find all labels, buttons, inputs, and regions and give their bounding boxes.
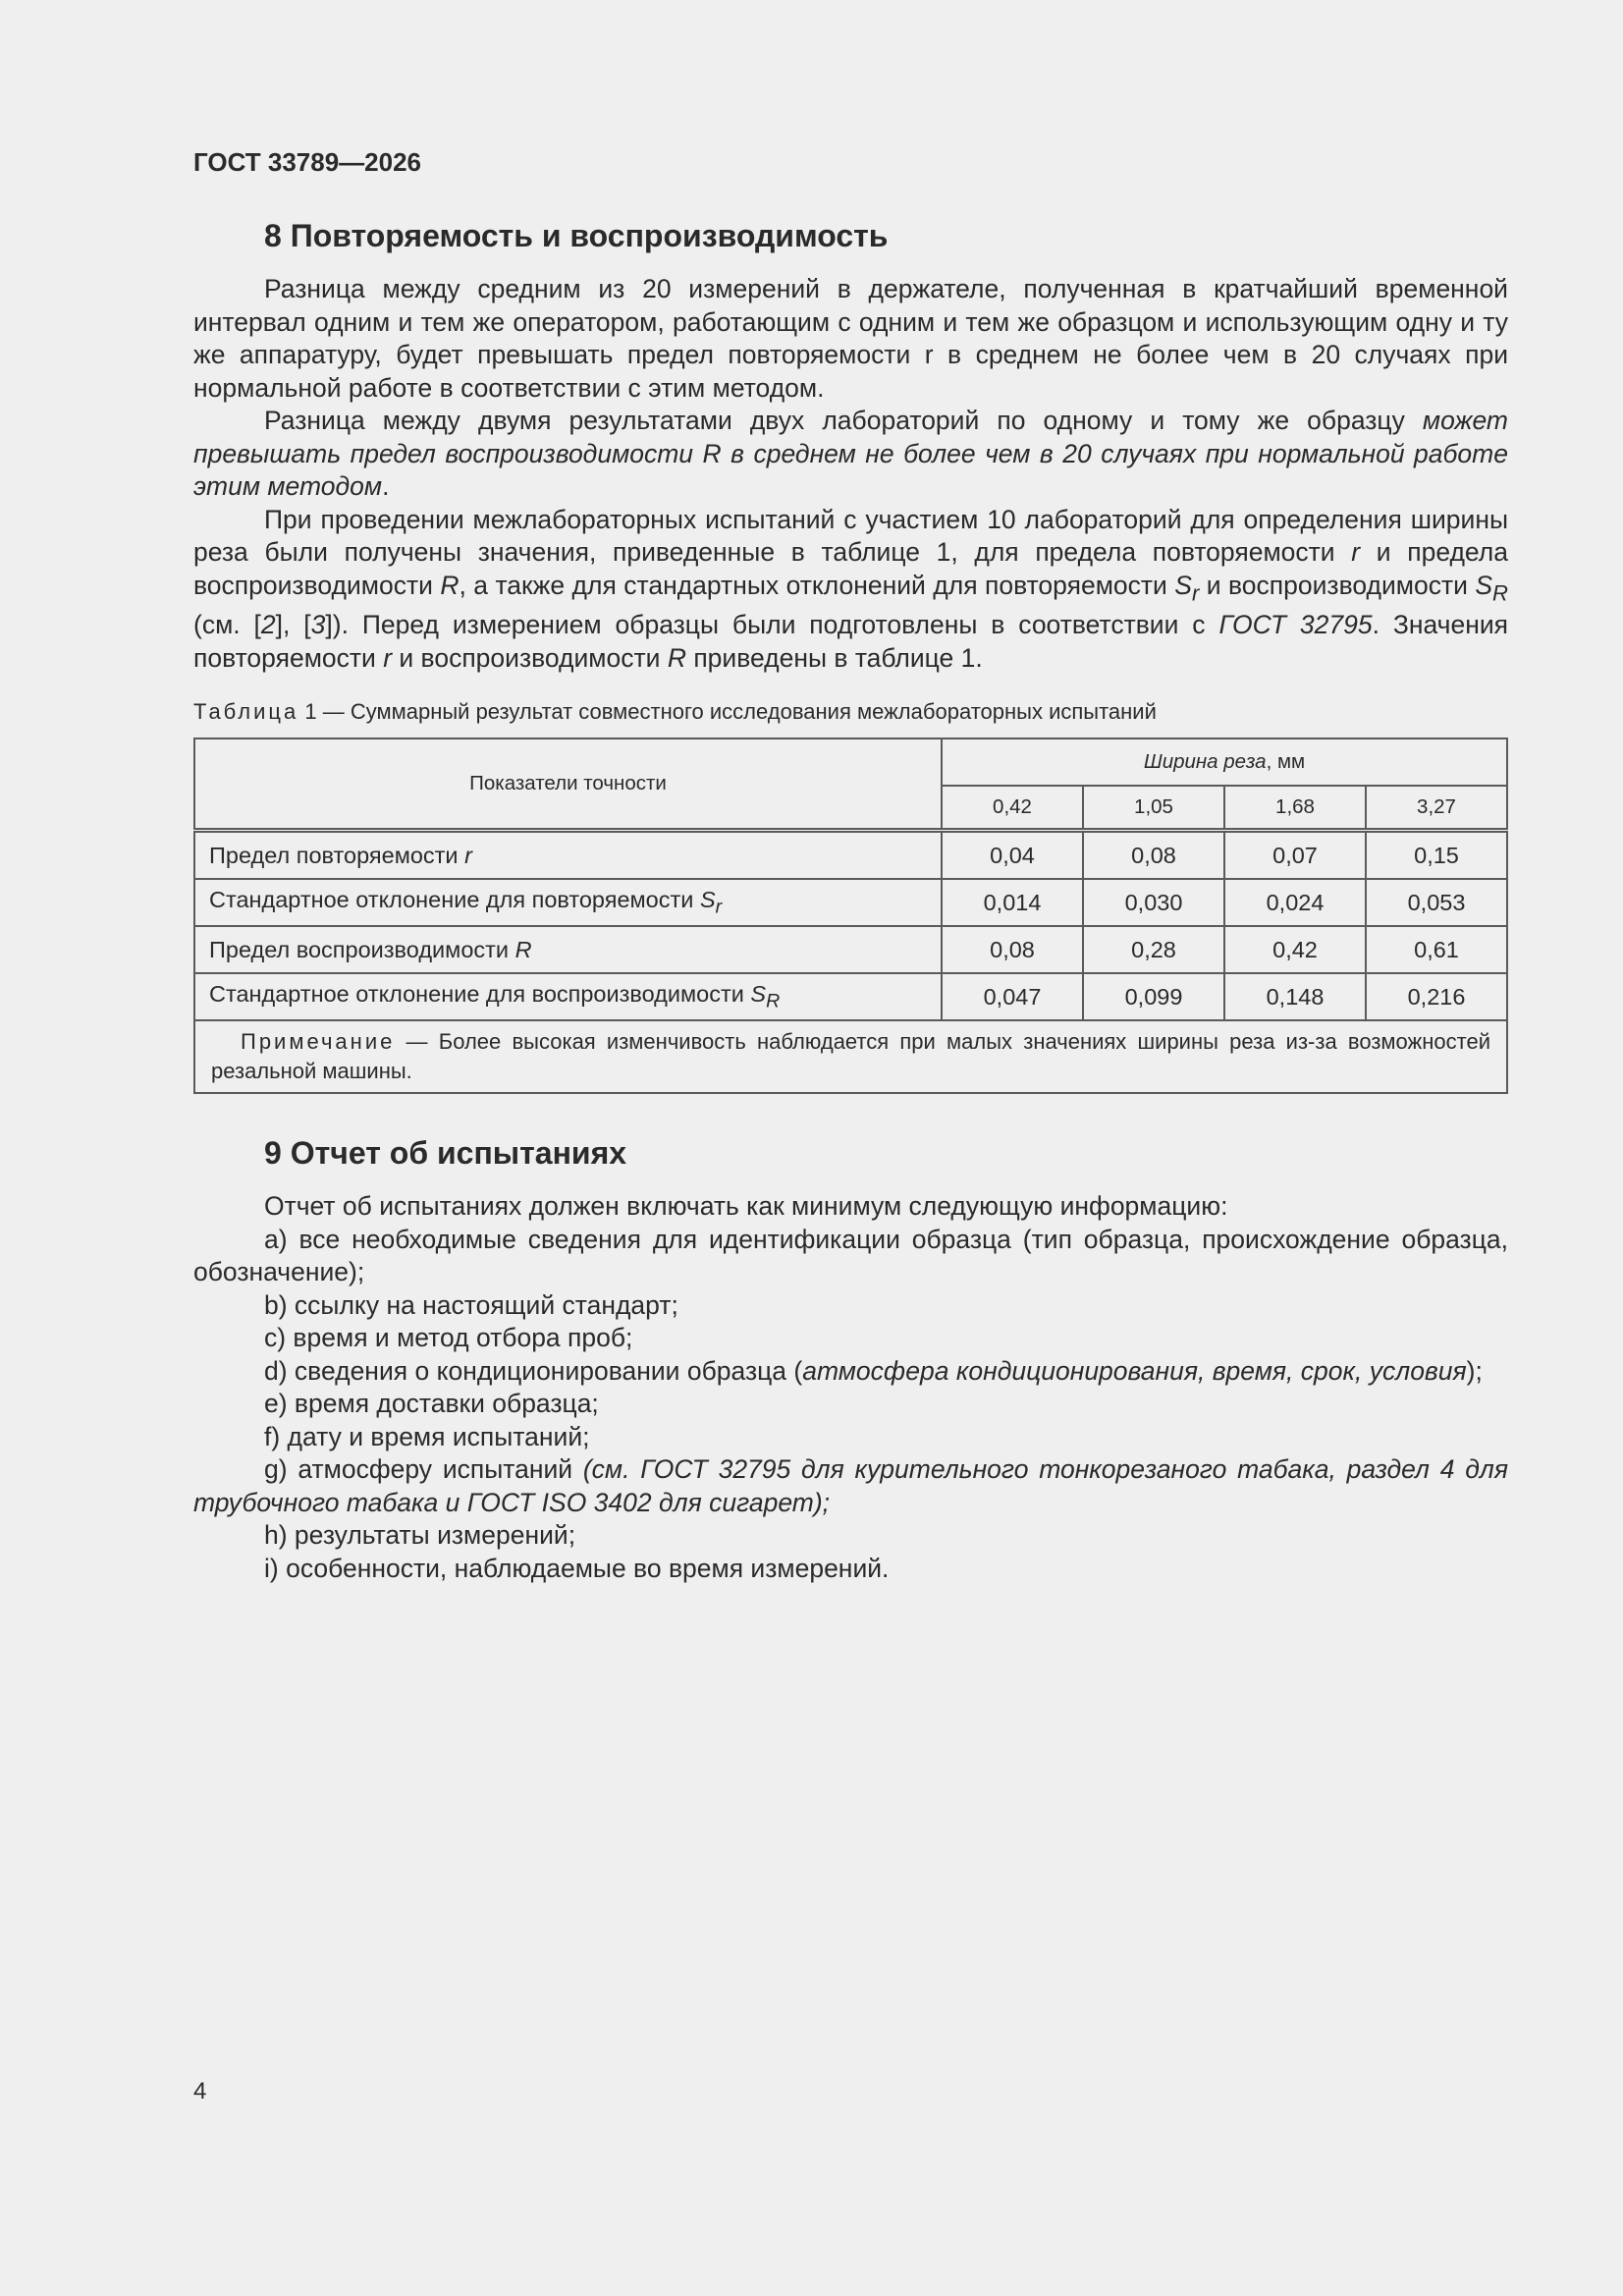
reference-link[interactable]: 2 [260, 610, 276, 640]
note-text: — Более высокая изменчивость наблюдается при малых значениях ширины реза из-за возможностей резальной машины. [211, 1029, 1490, 1084]
page-content [193, 216, 1508, 1585]
list-item-text: ); [1466, 1355, 1483, 1386]
table-cell: 0,28 [1083, 926, 1224, 973]
group-header-unit: , мм [1266, 750, 1306, 774]
symbol-R: R [440, 570, 460, 600]
table-cell: 0,15 [1366, 831, 1507, 880]
paragraph-italic-text: может превышать предел воспроизводимости R в среднем не более чем в 20 случаях при нормальной работе этим методом [193, 406, 1508, 501]
symbol-S: S [1174, 570, 1192, 600]
width-header: 0,42 [942, 786, 1083, 831]
paragraph-text: Разница между двумя результатами двух лабораторий по одному и тому же образцу [264, 406, 1423, 435]
section-8-paragraph-3 [193, 504, 1508, 676]
paragraph-text: и воспроизводимости [1199, 570, 1476, 600]
table-cell: 0,047 [942, 973, 1083, 1020]
width-header: 1,05 [1083, 786, 1224, 831]
caption-text: 1 — Суммарный результат совместного исследования межлабораторных испытаний [298, 699, 1157, 725]
table-cell: 0,148 [1224, 973, 1366, 1020]
row-symbol-subscript: r [715, 896, 723, 918]
row-symbol: R [514, 936, 532, 962]
table-cell: 0,61 [1366, 926, 1507, 973]
column-header-indicators: Показатели точности [194, 738, 942, 831]
list-item: h) результаты измерений; [264, 1520, 576, 1551]
row-symbol: r [464, 842, 472, 868]
table-cell: 0,099 [1083, 973, 1224, 1020]
table-row [194, 879, 1507, 926]
table-header-row [194, 738, 1507, 786]
section-9-intro: Отчет об испытаниях должен включать как минимум следующую информацию: [264, 1191, 1228, 1222]
table-cell: 0,024 [1224, 879, 1366, 926]
table-row [194, 831, 1507, 880]
symbol-subscript: R [1492, 579, 1508, 605]
table-cell: 0,08 [1083, 831, 1224, 880]
table-cell: 0,014 [942, 879, 1083, 926]
paragraph-text: , а также для стандартных отклонений для повторяемости [459, 570, 1175, 600]
list-item: f) дату и время испытаний; [264, 1421, 590, 1451]
table-note-row [194, 1020, 1507, 1093]
table-1 [193, 738, 1508, 1094]
table-cell: 0,216 [1366, 973, 1507, 1020]
table-row [194, 926, 1507, 973]
page-number: 4 [193, 2078, 207, 2105]
section-8-title: 8 Повторяемость и воспроизводимость [264, 218, 889, 253]
group-header-cut-width [942, 738, 1507, 786]
row-label [194, 831, 942, 880]
paragraph-text: ]). Перед измерением образцы были подготовлены в соответствии с [325, 610, 1219, 640]
row-label [194, 973, 942, 1020]
paragraph-text: . [382, 471, 390, 501]
table-row [194, 973, 1507, 1020]
list-item: a) все необходимые сведения для идентификации образца (тип образца, происхождение образца, обозначение); [193, 1224, 1508, 1287]
list-item: b) ссылку на настоящий стандарт; [264, 1289, 678, 1320]
table-cell: 0,030 [1083, 879, 1224, 926]
row-label-text: Стандартное отклонение для повторяемости [209, 886, 700, 912]
paragraph-text: Разница между средним из 20 измерений в держателе, полученная в кратчайший временной интервал одним и тем же оператором, работающим с одним и тем же образцом и использующим одну и ту же аппаратуру, будет превышать предел повторяемости r в среднем не более чем в 20 случаях при нормальной работе в соответствии с этим методом. [193, 274, 1508, 403]
width-header: 3,27 [1366, 786, 1507, 831]
document-code: ГОСТ 33789—2026 [193, 147, 421, 177]
list-item: e) время доставки образца; [264, 1389, 599, 1419]
row-label-text: Предел повторяемости [209, 842, 465, 868]
row-symbol: S [750, 980, 767, 1007]
width-header: 1,68 [1224, 786, 1366, 831]
section-9 [193, 1133, 1508, 1585]
row-label-text: Предел воспроизводимости [209, 936, 515, 962]
list-item: c) время и метод отбора проб; [264, 1323, 633, 1353]
list-item-italic-text: (см. ГОСТ 32795 для курительного тонкорезаного табака, раздел 4 для трубочного табака и ГОСТ ISO 3402 для сигарет); [193, 1454, 1508, 1517]
caption-label: Таблица [193, 699, 299, 725]
table-cell: 0,42 [1224, 926, 1366, 973]
table-cell: 0,08 [942, 926, 1083, 973]
symbol-S: S [1475, 570, 1493, 600]
reference-link[interactable]: 3 [310, 610, 326, 640]
table-1-caption [193, 698, 1508, 726]
paragraph-text: . Значения повторяемости [193, 610, 1508, 673]
table-cell: 0,053 [1366, 879, 1507, 926]
table-cell: 0,07 [1224, 831, 1366, 880]
row-symbol-subscript: R [766, 990, 781, 1012]
paragraph-text: и предела воспроизводимости [193, 537, 1508, 600]
paragraph-text: ], [ [275, 610, 311, 640]
paragraph-text: и воспроизводимости [392, 642, 668, 673]
section-8-paragraph-1 [193, 273, 1508, 405]
symbol-r: r [383, 642, 393, 673]
list-item-text: d) сведения о кондиционировании образца ( [264, 1355, 803, 1386]
table-cell: 0,04 [942, 831, 1083, 880]
note-label: Примечание [241, 1029, 396, 1055]
row-symbol: S [699, 886, 716, 912]
symbol-R: R [667, 642, 686, 673]
paragraph-text: (см. [ [193, 610, 261, 640]
list-item: i) особенности, наблюдаемые во время измерений. [264, 1553, 890, 1583]
paragraph-text: При проведении межлабораторных испытаний с участием 10 лабораторий для определения ширины реза были получены значения, приведенные в таблице 1, для предела повторяемости [193, 504, 1508, 567]
list-item [193, 1453, 1508, 1519]
symbol-subscript: r [1191, 579, 1200, 605]
table-note [194, 1020, 1507, 1093]
row-label [194, 926, 942, 973]
standard-reference: ГОСТ 32795 [1218, 610, 1373, 640]
list-item [193, 1355, 1508, 1389]
list-item-italic-text: атмосфера кондиционирования, время, срок, условия [802, 1355, 1467, 1386]
section-8-paragraph-2 [193, 405, 1508, 504]
row-label-text: Стандартное отклонение для воспроизводимости [209, 980, 751, 1007]
section-9-title: 9 Отчет об испытаниях [264, 1135, 627, 1172]
group-header-text: Ширина реза [1143, 750, 1267, 774]
list-item-text: g) атмосферу испытаний [264, 1454, 583, 1485]
symbol-r: r [1351, 537, 1361, 567]
row-label [194, 879, 942, 926]
paragraph-text: приведены в таблице 1. [685, 642, 983, 673]
